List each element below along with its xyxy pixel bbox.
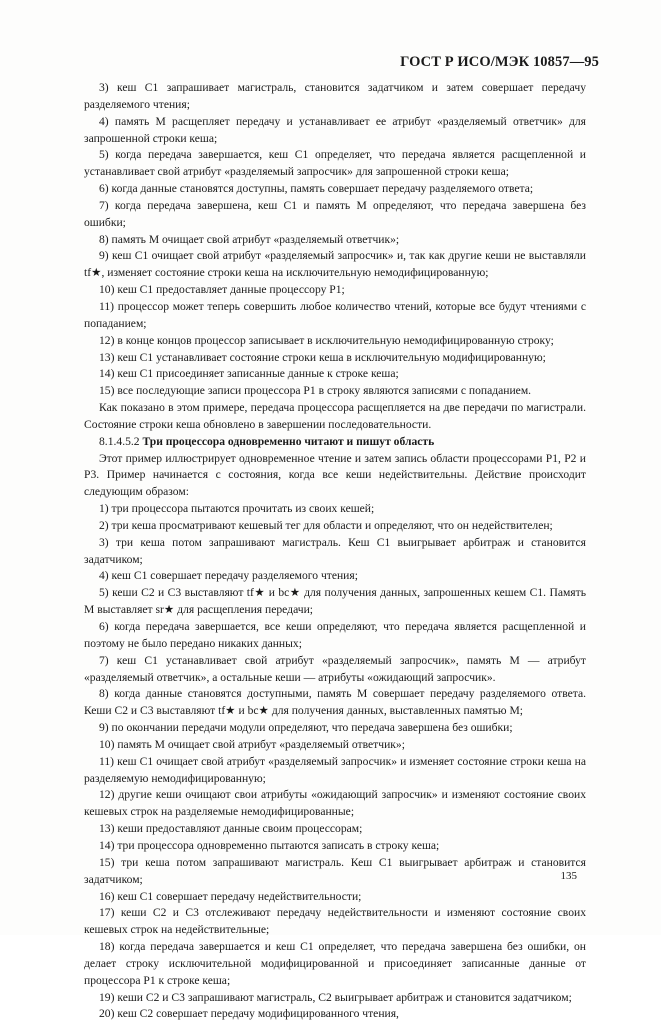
section-heading xyxy=(84,434,586,451)
paragraph: 12) в конце концов процессор записывает в исключительную немодифицированную строку; xyxy=(99,333,554,347)
paragraph: 15) все последующие записи процессора P1 в строку являются записями с попаданием. xyxy=(99,384,532,398)
paragraph: 14) три процессора одновременно пытаются записать в строку кеша; xyxy=(99,838,440,852)
paragraph: 14) кеш C1 присоединяет записанные данные к строке кеша; xyxy=(99,367,399,381)
paragraph: 9) кеш C1 очищает свой атрибут «разделяемый запросчик» и, так как другие кеши не выставляли tf★, изменяет состояние строки кеша на исключительную немодифицированную; xyxy=(84,249,586,280)
paragraph: 13) кеш C1 устанавливает состояние строки кеша в исключительную модифицированную; xyxy=(99,350,546,364)
paragraph: 6) когда передача завершается, все кеши определяют, что передача является расщепленной и поэтому не было передано никаких данных; xyxy=(84,620,586,650)
standard-header: ГОСТ Р ИСО/МЭК 10857—95 xyxy=(400,54,599,70)
paragraph: 3) три кеша потом запрашивают магистраль. Кеш C1 выигрывает арбитраж и становится задатчиком; xyxy=(84,535,586,566)
paragraph: Как показано в этом примере, передача процессора расщепляется на две передачи по магистрали. Состояние строки кеша обновлено в завершении последовательности. xyxy=(84,401,586,431)
paragraph: 8) память M очищает свой атрибут «разделяемый ответчик»; xyxy=(99,232,400,246)
paragraph: 1) три процессора пытаются прочитать из своих кешей; xyxy=(99,502,375,516)
paragraph: 8) когда данные становятся доступными, память M совершает передачу разделяемого ответа. Кеши C2 и C3 выставляют tf★ и bc★ для получения данных, выставленных памятью M; xyxy=(84,687,586,718)
paragraph: 2) три кеша просматривают кешевый тег для области и определяют, что он недействителен; xyxy=(99,518,553,532)
paragraph: Этот пример иллюстрирует одновременное чтение и затем запись области процессорами P1, P2 и P3. Пример начинается с состояния, когда все кеши недействительны. Действие происходит следующим образом: xyxy=(84,451,586,499)
paragraph: 9) по окончании передачи модули определяют, что передача завершена без ошибки; xyxy=(99,721,513,735)
paragraph: 11) процессор может теперь совершить любое количество чтений, которые все будут чтениями с попаданием; xyxy=(84,299,586,330)
paragraph: 5) кеши C2 и C3 выставляют tf★ и bc★ для получения данных, запрошенных кешем C1. Память M выставляет sr★ для расщепления передачи; xyxy=(84,586,586,617)
page-number: 135 xyxy=(560,870,577,882)
paragraph: 4) кеш C1 совершает передачу разделяемого чтения; xyxy=(99,569,358,583)
paragraph: 3) кеш C1 запрашивает магистраль, становится задатчиком и затем совершает передачу разделяемого чтения; xyxy=(84,81,586,111)
section-number: 8.1.4.5.2 xyxy=(99,434,140,448)
paragraph: 20) кеш C2 совершает передачу модифицированного чтения, xyxy=(99,1007,399,1021)
paragraph: 18) когда передача завершается и кеш C1 определяет, что передача завершена без ошибки, он делает строку исключительной модифицированной и присоединяет записанные данные от процессора P1 к строке кеша; xyxy=(84,940,586,987)
document-body xyxy=(84,80,586,1023)
paragraph: 13) кеши предоставляют данные своим процессорам; xyxy=(99,822,363,836)
paragraph: 7) кеш C1 устанавливает свой атрибут «разделяемый запросчик», память M — атрибут «разделяемый ответчик», а остальные кеши — атрибуты «ожидающий запросчик». xyxy=(84,653,586,684)
paragraph: 17) кеши C2 и C3 отслеживают передачу недействительности и изменяют состояние своих кешевых строк на недействительные; xyxy=(84,906,586,937)
paragraph: 4) память M расщепляет передачу и устанавливает ее атрибут «разделяемый ответчик» для запрошенной строки кеша; xyxy=(84,114,586,145)
paragraph: 6) когда данные становятся доступны, память совершает передачу разделяемого ответа; xyxy=(99,182,534,196)
paragraph: 10) кеш C1 предоставляет данные процессору P1; xyxy=(99,283,345,297)
paragraph: 11) кеш C1 очищает свой атрибут «разделяемый запросчик» и изменяет состояние строки кеша на разделяемую немодифицированную; xyxy=(84,754,586,785)
paragraph: 12) другие кеши очищают свои атрибуты «ожидающий запросчик» и изменяют состояние своих кешевых строк на разделяемые немодифицированные; xyxy=(84,788,586,819)
paragraph: 10) память M очищает свой атрибут «разделяемый ответчик»; xyxy=(99,737,405,751)
section-title: Три процессора одновременно читают и пишут область xyxy=(142,434,435,448)
paragraph: 5) когда передача завершается, кеш C1 определяет, что передача является расщепленной и устанавливает свой атрибут «разделяемый запросчик» для запрошенной строки кеша; xyxy=(84,148,586,179)
paragraph: 7) когда передача завершена, кеш C1 и память M определяют, что передача завершена без ошибки; xyxy=(84,198,586,229)
paragraph: 15) три кеша потом запрашивают магистраль. Кеш C1 выигрывает арбитраж и становится задатчиком; xyxy=(84,855,586,886)
paragraph: 16) кеш C1 совершает передачу недействительности; xyxy=(99,889,362,903)
paragraph: 19) кеши C2 и C3 запрашивают магистраль, C2 выигрывает арбитраж и становится задатчиком; xyxy=(99,990,572,1004)
